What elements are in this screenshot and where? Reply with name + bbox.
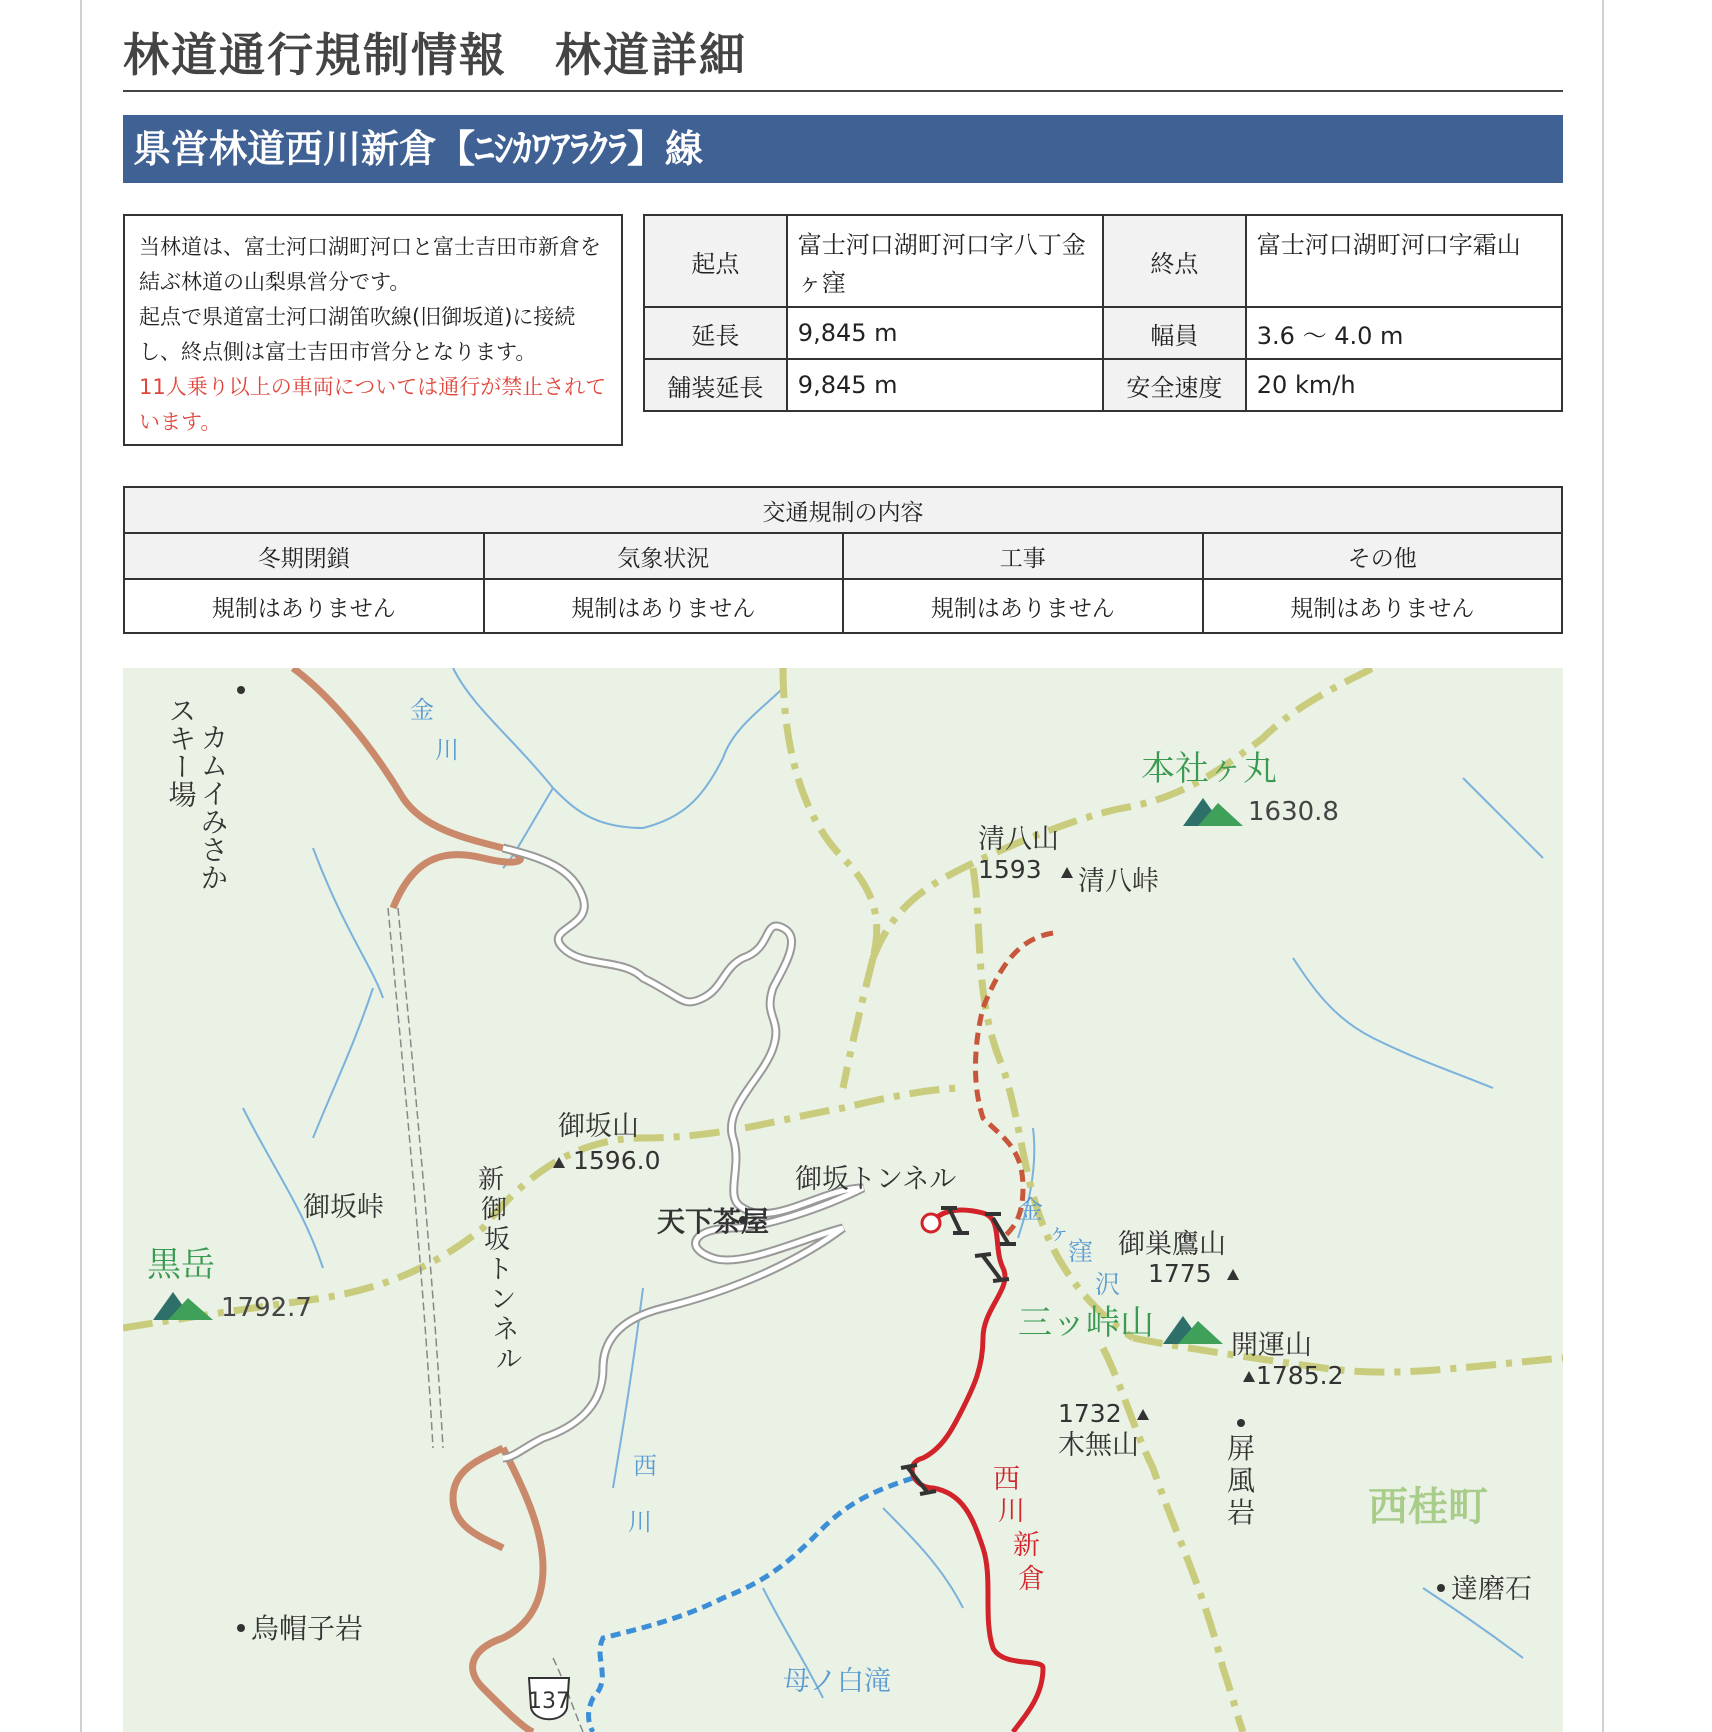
map-label-seihachi-elev: 1593: [978, 855, 1042, 884]
safe-speed-label: 安全速度: [1103, 359, 1246, 411]
map-label-honsha: 本社ヶ丸: [1141, 749, 1277, 789]
map-label-byobu-1: 屏: [1227, 1432, 1256, 1465]
map-label-misaka-mt: 御坂山: [558, 1111, 639, 1142]
width-value: 3.6 ～ 4.0 m: [1246, 307, 1562, 359]
map-label-misaka-tunnel: 御坂トンネル: [795, 1164, 957, 1195]
national-road-bend: [453, 1448, 503, 1548]
width-label: 幅員: [1103, 307, 1246, 359]
route-unpaved: [976, 933, 1054, 1238]
map-label-route-2: 川: [998, 1496, 1025, 1527]
map-label-kamui: カムイみさか: [196, 723, 230, 891]
page-title: 林道通行規制情報 林道詳細: [123, 20, 1563, 92]
map-label-mitsutoge: 三ッ峠山: [1018, 1303, 1154, 1343]
map-label-osutaka-elev: 1775: [1148, 1259, 1212, 1288]
map-label-byobu-3: 岩: [1227, 1496, 1256, 1529]
map-label-hahanoshira: 母ノ白滝: [783, 1666, 891, 1697]
paved-length-label: 舗装延長: [644, 359, 787, 411]
regulation-value-winter: 規制はありません: [124, 579, 484, 633]
page-frame-right: [1602, 0, 1604, 1732]
map-label-shin-6: ネ: [493, 1315, 520, 1345]
map-label-route-3: 新: [1013, 1530, 1040, 1561]
tunnel-lines: [388, 908, 583, 1732]
winding-road: [503, 848, 863, 1458]
regulation-column-construction: 工事: [843, 533, 1203, 579]
map-label-shin-4: ト: [487, 1255, 514, 1285]
map-label-ski: スキー場: [164, 696, 198, 808]
map-label-kana-4: 沢: [1095, 1270, 1121, 1299]
map-label-kanagawa-1: 金: [410, 696, 434, 724]
route-line: [912, 1210, 1043, 1732]
map-label-nishikawa-1: 西: [633, 1452, 657, 1480]
map-label-shin-2: 御: [481, 1195, 508, 1225]
map-label-osutaka: 御巣鷹山: [1118, 1229, 1226, 1260]
regulation-column-weather: 気象状況: [484, 533, 844, 579]
map-label-seihachi-pass: 清八峠: [1078, 866, 1159, 897]
map-label-kana-2: ヶ: [1048, 1221, 1071, 1246]
map-label-kurodake-elev: 1792.7: [221, 1293, 312, 1323]
description-text-2: 起点で県道富士河口湖笛吹線(旧御坂道)に接続し、終点側は富士吉田市営分となります。: [139, 305, 576, 364]
page-frame-left: [80, 0, 82, 1732]
start-value: 富士河口湖町河口字八丁金ヶ窪: [787, 215, 1103, 307]
safe-speed-value: 20 km/h: [1246, 359, 1562, 411]
route-map: [123, 668, 1563, 1732]
map-label-misaka-pass: 御坂峠: [303, 1192, 384, 1223]
regulation-column-winter: 冬期閉鎖: [124, 533, 484, 579]
map-label-kana-3: 窪: [1068, 1237, 1094, 1266]
place-dots: [237, 686, 1445, 1632]
route-map-svg: [123, 668, 1563, 1732]
map-label-kaiun-elev: 1785.2: [1256, 1361, 1344, 1390]
map-label-honsha-elev: 1630.8: [1248, 797, 1339, 827]
route-description: [123, 214, 623, 446]
length-value: 9,845 m: [787, 307, 1103, 359]
regulation-value-weather: 規制はありません: [484, 579, 844, 633]
map-label-shin-7: ル: [496, 1345, 523, 1375]
regulation-value-construction: 規制はありません: [843, 579, 1203, 633]
regulation-column-other: その他: [1203, 533, 1563, 579]
length-label: 延長: [644, 307, 787, 359]
map-label-eboshi: 烏帽子岩: [251, 1612, 364, 1645]
map-label-route-1: 西: [993, 1464, 1020, 1495]
map-label-shin-1: 新: [478, 1165, 505, 1195]
map-label-kaiun: 開運山: [1231, 1330, 1312, 1361]
map-label-kanagawa-2: 川: [435, 736, 459, 764]
map-label-kinashi: 木無山: [1058, 1430, 1139, 1461]
map-label-kurodake: 黒岳: [147, 1245, 215, 1285]
map-label-kana-1: 金: [1018, 1195, 1044, 1224]
map-label-tenka: 天下茶屋: [657, 1205, 770, 1238]
map-label-nishikatsura: 西桂町: [1368, 1484, 1488, 1530]
regulation-value-other: 規制はありません: [1203, 579, 1563, 633]
road-number: 137: [528, 1689, 570, 1714]
paved-length-value: 9,845 m: [787, 359, 1103, 411]
map-label-shin-5: ン: [490, 1285, 517, 1315]
regulation-header: 交通規制の内容: [124, 487, 1562, 533]
route-name-banner: 県営林道西川新倉【ﾆｼｶﾜｱﾗｸﾗ】線: [123, 115, 1563, 183]
traffic-regulation-table: [123, 486, 1563, 634]
map-label-misaka-elev: 1596.0: [573, 1146, 661, 1175]
map-label-nishikawa-2: 川: [628, 1508, 652, 1536]
map-label-seihachi: 清八山: [978, 824, 1059, 855]
end-value: 富士河口湖町河口字霜山: [1246, 215, 1562, 307]
map-label-byobu-2: 風: [1227, 1464, 1256, 1497]
map-label-route-4: 倉: [1018, 1564, 1045, 1595]
map-label-daruma: 達磨石: [1451, 1574, 1532, 1605]
map-label-kinashi-elev: 1732: [1058, 1399, 1122, 1428]
description-text-1: 当林道は、富士河口湖町河口と富士吉田市新倉を結ぶ林道の山梨県営分です。: [139, 235, 601, 294]
description-warning: 11人乗り以上の車両については通行が禁止されています。: [139, 375, 607, 434]
end-label: 終点: [1103, 215, 1246, 307]
route-start-marker: [922, 1214, 940, 1232]
start-label: 起点: [644, 215, 787, 307]
route-info-table: [643, 214, 1563, 412]
map-label-shin-3: 坂: [484, 1225, 511, 1255]
